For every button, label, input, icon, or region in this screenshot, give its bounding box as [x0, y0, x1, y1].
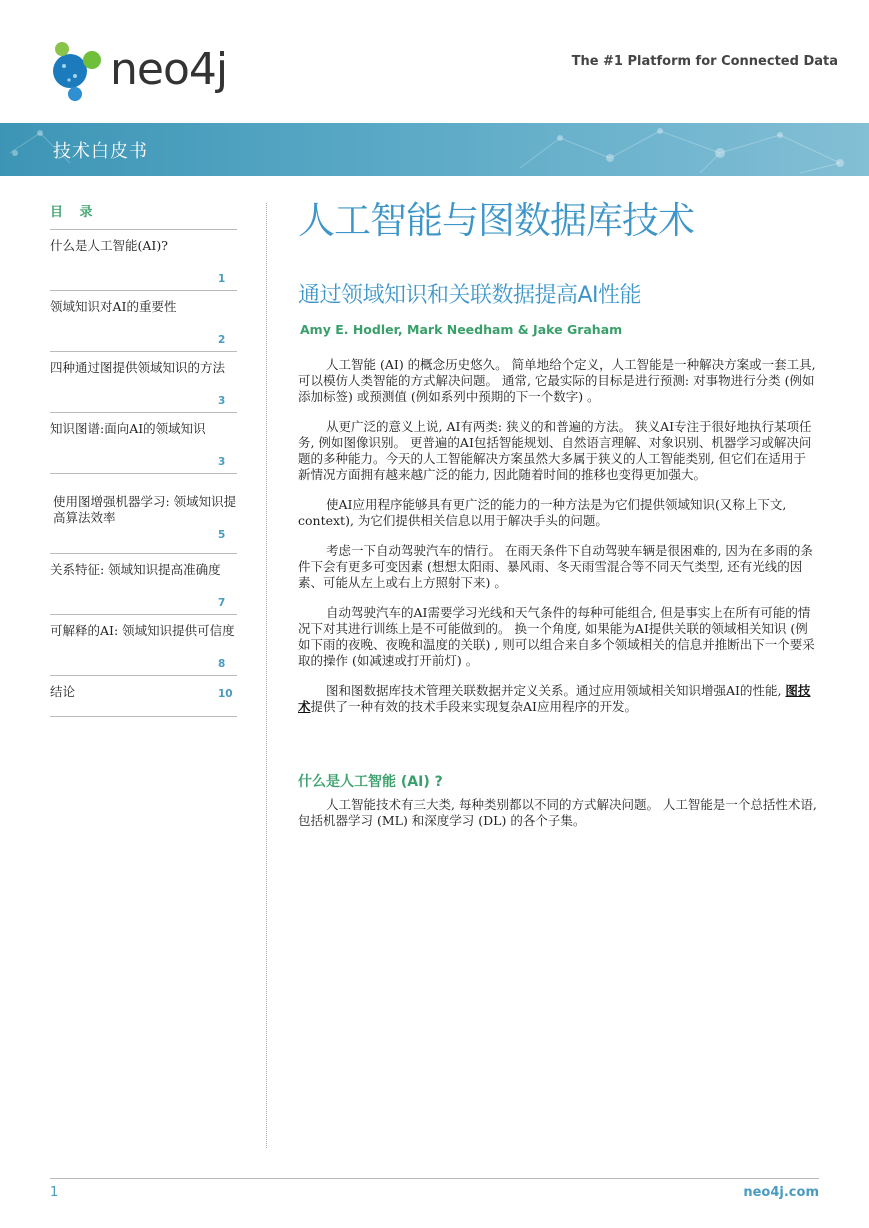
toc-item-page: 5: [218, 529, 226, 541]
toc-item[interactable]: [50, 474, 237, 554]
footer-site-link[interactable]: neo4j.com: [743, 1185, 819, 1200]
toc-item-page: 3: [218, 456, 226, 468]
toc-item[interactable]: [50, 554, 237, 615]
toc-item-label: 领域知识对AI的重要性: [50, 299, 177, 314]
toc-heading: 目 录: [50, 200, 237, 230]
logo-wordmark: neo4j: [110, 44, 228, 95]
toc-item[interactable]: [50, 230, 237, 291]
toc-item-label: 关系特征: 领域知识提高准确度: [50, 562, 221, 577]
graph-logo-icon: [50, 40, 110, 104]
page-title: 人工智能与图数据库技术: [298, 199, 694, 242]
toc-item-label: 使用图增强机器学习: 领域知识提高算法效率: [53, 494, 237, 525]
paragraph: 人工智能 (AI) 的概念历史悠久。 简单地给个定义，人工智能是一种解决方案或一套工具, 可以模仿人类智能的方式解决问题。 通常, 它最实际的目标是进行预测: 对事物进行分类 (例如添加标签) 或预测值 (例如系列中预期的下一个数字) 。: [298, 357, 816, 404]
toc-item[interactable]: [50, 352, 237, 413]
toc-item-page: 1: [218, 273, 226, 285]
paragraph: [298, 683, 818, 715]
toc-item-label: 可解释的AI: 领域知识提供可信度: [50, 623, 235, 638]
toc-item-label: 什么是人工智能(AI)?: [50, 238, 168, 253]
table-of-contents: [50, 200, 237, 717]
tagline: The #1 Platform for Connected Data: [571, 54, 838, 69]
paragraph: 使AI应用程序能够具有更广泛的能力的一种方法是为它们提供领域知识(又称上下文, context), 为它们提供相关信息以用于解决手头的问题。: [298, 497, 787, 528]
toc-item[interactable]: [50, 291, 237, 352]
authors: Amy E. Hodler, Mark Needham & Jake Graham: [300, 322, 623, 337]
paragraph-text: 图和图数据库技术管理关联数据并定义关系。通过应用领域相关知识增强AI的性能,: [326, 683, 786, 698]
graph-tech-link[interactable]: 图技术: [298, 683, 811, 714]
toc-item-page: 2: [218, 334, 226, 346]
toc-item-page: 10: [218, 688, 233, 700]
toc-item[interactable]: [50, 413, 237, 474]
paragraph: 考虑一下自动驾驶汽车的情行。 在雨天条件下自动驾驶车辆是很困难的, 因为在多雨的条件下会有更多可变因素 (想想太阳雨、暴风雨、冬天雨雪混合等不同天气类型, 还有光线的因素、可能从左上或右上方照射下来) 。: [298, 543, 813, 590]
article: [298, 195, 818, 829]
section-heading: 什么是人工智能 (AI) ?: [298, 774, 443, 790]
paragraph: 人工智能技术有三大类, 每种类别都以不同的方式解决问题。 人工智能是一个总括性术语, 包括机器学习 (ML) 和深度学习 (DL) 的各个子集。: [298, 797, 817, 828]
toc-item-page: 7: [218, 597, 226, 609]
toc-item-page: 3: [218, 395, 226, 407]
toc-item-label: 结论: [50, 684, 76, 699]
paragraph-text: 提供了一种有效的技术手段来实现复杂AI应用程序的开发。: [310, 699, 637, 714]
footer-divider: [50, 1178, 819, 1179]
toc-item-label: 四种通过图提供领域知识的方法: [50, 360, 226, 375]
neo4j-logo[interactable]: [50, 40, 240, 104]
banner-title: 技术白皮书: [53, 141, 148, 162]
toc-item[interactable]: [50, 676, 237, 717]
paragraph: 自动驾驶汽车的AI需要学习光线和天气条件的每种可能组合, 但是事实上在所有可能的情况下对其进行训练上是不可能做到的。 换一个角度, 如果能为AI提供关联的领域相关知识 (例如下雨的夜晚、夜晚和温度的关联) , 则可以组合来自多个领域相关的信息并推断出下一个要采取的操作 (如减速或打开前灯) 。: [298, 605, 815, 668]
toc-item-page: 8: [218, 658, 226, 670]
paragraph: 从更广泛的意义上说, AI有两类: 狭义的和普遍的方法。 狭义AI专注于很好地执行某项任务, 例如图像识别。 更普遍的AI包括智能规划、自然语言理解、对象识别、机器学习或解决问题的多种能力。今天的人工智能解决方案虽然大多属于狭义的人工智能类别, 但它们在适用于新情况方面拥有越来越广泛的能力, 因此随着时间的推移也变得更加强大。: [298, 419, 812, 482]
toc-item-label: 知识图谱:面向AI的领域知识: [50, 421, 206, 436]
page-number: 1: [50, 1185, 59, 1200]
column-divider: [266, 203, 267, 1148]
banner: [0, 123, 869, 176]
page-subtitle: 通过领域知识和关联数据提高AI性能: [298, 283, 642, 308]
toc-item[interactable]: [50, 615, 237, 676]
